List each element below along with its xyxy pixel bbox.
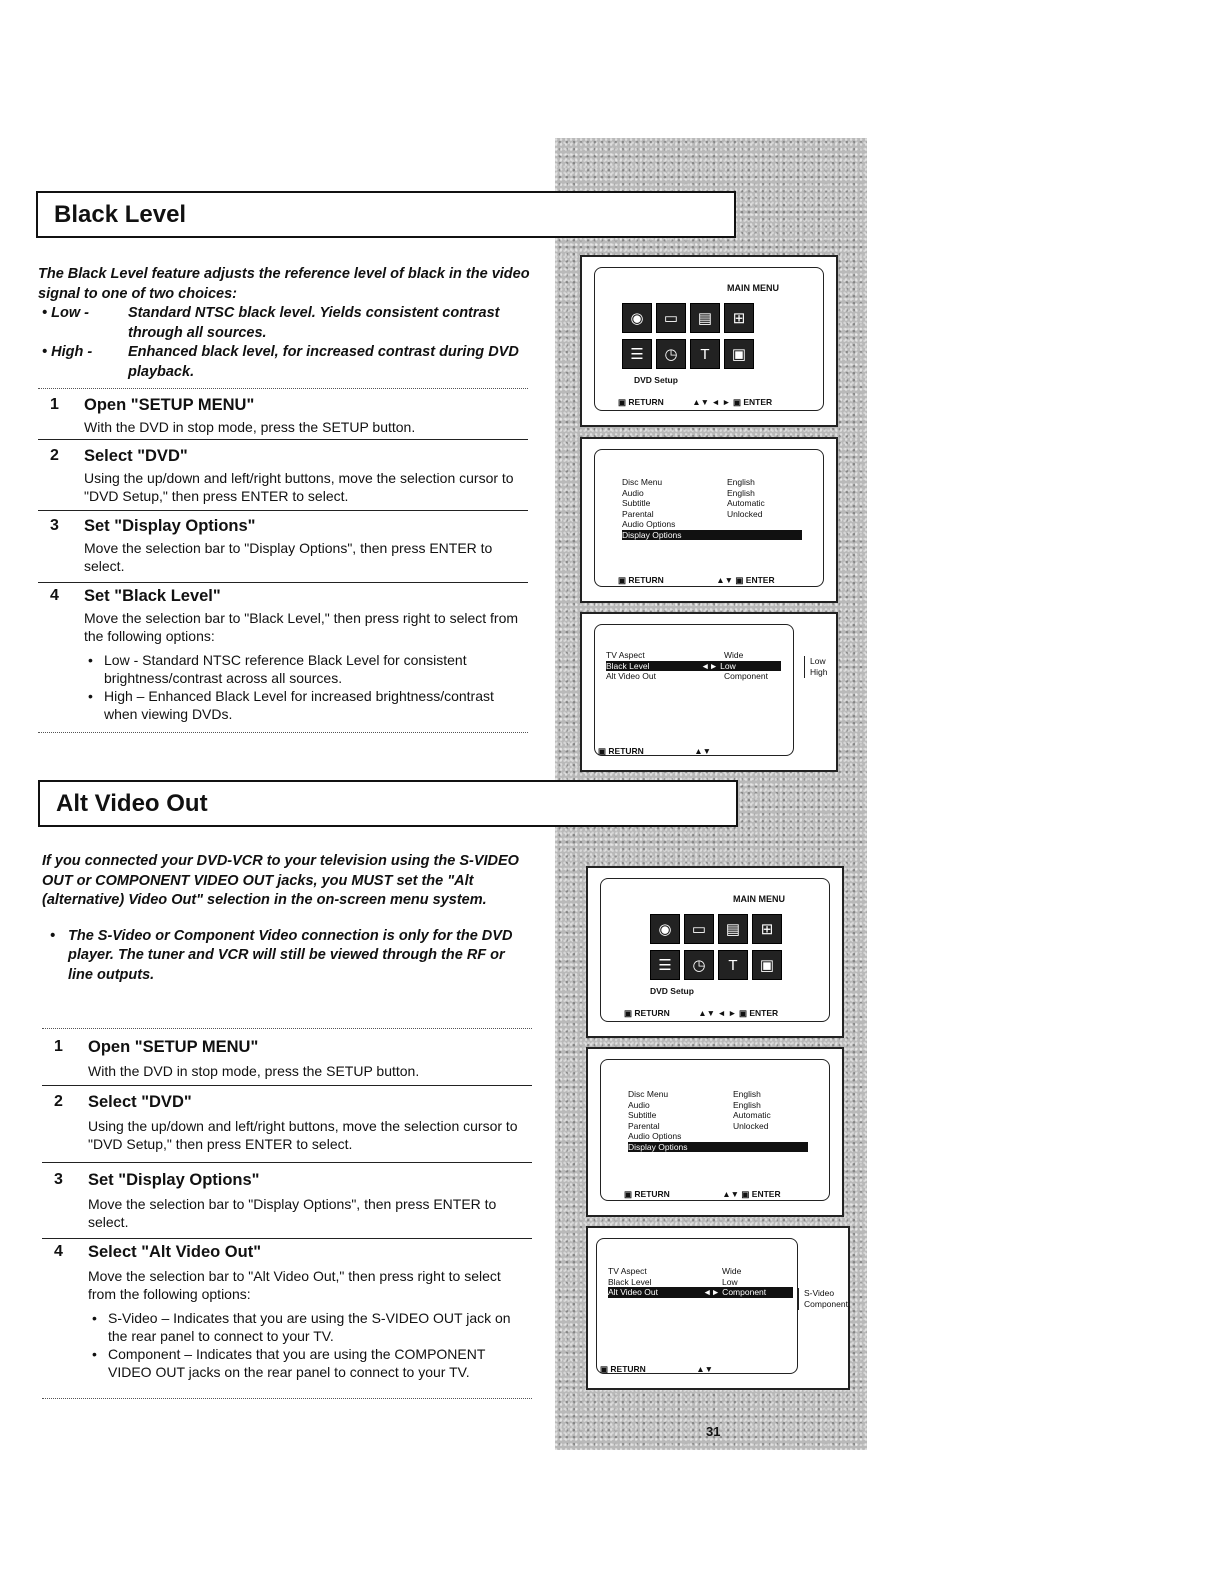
osd-icon-row-bottom [650,950,782,980]
clock-icon: ◷ [656,339,686,369]
menu-item: Black Level [606,660,650,671]
section-title-text: Alt Video Out [56,789,208,817]
osd-menu-list [628,1089,808,1152]
step-4 [38,587,528,733]
menu-item: Alt Video Out [608,1287,658,1297]
step-body: Using the up/down and left/right buttons, move the selection cursor to "DVD Setup," then press ENTER to select. [84,470,514,504]
exit-icon: ▣ [752,950,782,980]
exit-icon: ▣ [724,339,754,369]
option-high: • High – Enhanced Black Level for increased brightness/contrast when viewing DVDs. [88,688,494,722]
return-icon: ▣ [618,575,629,585]
step-number: 4 [54,1243,63,1260]
menu-value: English [727,487,755,498]
step-title: Select "DVD" [84,447,188,465]
menu-item: TV Aspect [606,650,645,660]
menu-item: Alt Video Out [606,671,656,681]
menu-value: Automatic [727,498,765,508]
osd-return: RETURN [628,397,664,407]
channel-icon: T [690,339,720,369]
menu-row [628,1100,808,1111]
bullet-dot: • [50,927,56,944]
menu-value: English [733,1099,761,1110]
dvd-icon: ◉ [650,914,680,944]
program-icon: ☰ [622,339,652,369]
note-bullet [42,927,532,986]
menu-row-selected [606,661,781,672]
menu-row [628,1089,808,1100]
channel-icon: T [718,950,748,980]
menu-value: English [733,1089,761,1099]
menu-value: Wide [724,650,744,660]
menu-item: Disc Menu [622,477,663,487]
osd-footer [598,746,778,757]
step-title: Open "SETUP MENU" [88,1038,259,1056]
return-icon: ▣ [618,397,629,407]
osd-icon-row-top [650,914,782,944]
menu-row [608,1277,793,1288]
menu-item: Subtitle [628,1110,657,1120]
osd-enter: ENTER [743,397,773,407]
menu-value: ◄► Component [703,1287,767,1297]
bullet-high [38,343,538,382]
osd-menu-list [606,650,781,682]
step-number: 3 [54,1171,63,1188]
step-1 [42,1038,532,1086]
menu-row [622,509,802,520]
menu-row [628,1131,808,1142]
menu-row-selected [628,1142,808,1153]
osd-footer [624,1189,829,1200]
vcr-icon: ▭ [656,303,686,333]
osd-nav: ▲▼ ◄ ► [692,397,733,407]
step-title: Select "Alt Video Out" [88,1243,262,1261]
option-component: • Component – Indicates that you are using the COMPONENT VIDEO OUT jacks on the rear panel to connect to your TV. [92,1346,486,1380]
menu-row [606,671,781,682]
osd-return: RETURN [634,1008,670,1018]
osd-caption: DVD Setup [634,375,678,385]
menu-value: Unlocked [733,1120,769,1131]
bullet-label: • Low - [42,305,89,321]
osd-return: RETURN [610,1364,646,1374]
osd-nav: ▲▼ [694,746,712,756]
osd-caption: DVD Setup [650,986,694,996]
menu-row-selected [622,530,802,541]
menu-item: Audio Options [622,519,676,529]
menu-value: Automatic [733,1110,771,1120]
menu-item: Audio [622,487,644,498]
options-icon: ▤ [690,303,720,333]
menu-row [628,1121,808,1132]
options-icon: ▤ [718,914,748,944]
osd-footer [618,575,823,586]
menu-item: Display Options [622,529,682,540]
menu-item: Parental [628,1120,660,1131]
step-title: Set "Display Options" [84,517,256,535]
enter-icon: ▣ [739,1189,752,1199]
step-body: Move the selection bar to "Display Options", then press ENTER to select. [88,1196,497,1230]
section-title-text: Black Level [54,200,187,228]
menu-row [622,477,802,488]
menu-item: Subtitle [622,498,651,508]
note-text: The S-Video or Component Video connection is only for the DVD player. The tuner and VCR will still be viewed through the RF or line outputs. [68,927,513,983]
osd-icon-row-bottom [622,339,754,369]
menu-item: Parental [622,508,654,519]
alt-video-intro [42,852,532,985]
option-text: Component – Indicates that you are using the COMPONENT VIDEO OUT jacks on the rear panel to connect to your TV. [108,1346,486,1380]
osd-title: MAIN MENU [733,894,785,904]
option-text: High – Enhanced Black Level for increased brightness/contrast when viewing DVDs. [104,688,494,722]
step-body-text: Move the selection bar to "Alt Video Out," then press right to select from the following options: [88,1268,501,1302]
menu-item: Audio Options [628,1131,682,1141]
osd-nav: ▲▼ [716,575,734,585]
osd-display-options [580,612,838,772]
dvd-icon: ◉ [622,303,652,333]
step-body: Using the up/down and left/right buttons, move the selection cursor to "DVD Setup," then press ENTER to select. [88,1118,518,1152]
menu-item: TV Aspect [608,1266,647,1276]
step-2 [38,447,528,511]
menu-value: Wide [722,1266,742,1276]
step-number: 4 [50,587,59,604]
option-text: S-Video – Indicates that you are using the S-VIDEO OUT jack on the rear panel to connect to your TV. [108,1310,511,1344]
osd-nav: ▲▼ [696,1364,714,1374]
option-labels [804,656,827,678]
osd-return: RETURN [634,1189,670,1199]
step-body: With the DVD in stop mode, press the SETUP button. [88,1063,420,1079]
menu-item: Display Options [628,1141,688,1152]
osd-main-menu [580,255,838,427]
step-number: 1 [50,396,59,413]
option-label: Low [810,656,826,666]
enter-icon: ▣ [732,397,744,407]
menu-row [628,1110,808,1121]
step-3 [42,1171,532,1239]
return-icon: ▣ [598,746,609,756]
divider [38,388,528,389]
step-title: Select "DVD" [88,1093,192,1111]
osd-return: RETURN [608,746,644,756]
osd-footer [618,397,823,408]
osd-enter: ENTER [751,1189,781,1199]
step-title: Open "SETUP MENU" [84,396,255,414]
bullet-text: Standard NTSC black level. Yields consistent contrast through all sources. [128,305,500,341]
step-title: Set "Display Options" [88,1171,260,1189]
step-2 [42,1093,532,1163]
step-title: Set "Black Level" [84,587,221,605]
osd-icon-row-top [622,303,754,333]
osd-title: MAIN MENU [727,283,779,293]
osd-return: RETURN [628,575,664,585]
bullet-label: • High - [42,344,93,360]
program-icon: ☰ [650,950,680,980]
osd-nav: ▲▼ ◄ ► [698,1008,739,1018]
enter-icon: ▣ [738,1008,750,1018]
step-4 [42,1243,532,1399]
osd-nav: ▲▼ [722,1189,740,1199]
enter-icon: ▣ [733,575,746,585]
step-number: 2 [54,1093,63,1110]
osd-dvd-setup [586,1047,844,1217]
black-level-intro [38,265,538,382]
step-body [88,1267,532,1381]
osd-display-options [586,1226,850,1390]
option-label: High [810,667,828,677]
bullet-low [38,304,538,343]
menu-row [622,488,802,499]
osd-dvd-setup [580,437,838,603]
intro-text: If you connected your DVD-VCR to your television using the S-VIDEO OUT or COMPONENT VIDEO OUT jacks, you MUST set the "Alt (alternative) Video Out" selection in the on-screen menu system. [42,853,519,908]
menu-row [622,519,802,530]
vcr-icon: ▭ [684,914,714,944]
step-1 [38,396,528,440]
menu-value: Component [724,671,768,681]
menu-item: Disc Menu [628,1089,669,1099]
step-body: With the DVD in stop mode, press the SETUP button. [84,419,416,435]
menu-value: ◄► Low [701,660,736,671]
return-icon: ▣ [600,1364,611,1374]
page-number: 31 [706,1424,721,1439]
osd-footer [624,1008,829,1019]
section-title-alt-video-out [38,780,738,827]
osd-menu-list [608,1266,793,1298]
menu-item: Black Level [608,1276,652,1287]
menu-row [622,498,802,509]
menu-value: Low [722,1276,738,1287]
option-label: Component [804,1299,848,1309]
step-body: Move the selection bar to "Display Options", then press ENTER to select. [84,540,493,574]
osd-enter: ENTER [745,575,775,585]
step-body-text: Move the selection bar to "Black Level," then press right to select from the following options: [84,610,519,644]
step-number: 1 [54,1038,63,1055]
clock-icon: ◷ [684,950,714,980]
osd-frame [594,624,794,756]
section-title-black-level [36,191,736,238]
option-label: S-Video [804,1288,835,1298]
osd-footer [600,1364,780,1375]
return-icon: ▣ [624,1008,635,1018]
option-low: • Low - Standard NTSC reference Black Level for consistent brightness/contrast across all sources. [88,652,467,686]
option-text: Low - Standard NTSC reference Black Level for consistent brightness/contrast across all sources. [104,652,467,686]
menu-value: Unlocked [727,508,763,519]
osd-menu-list [622,477,802,540]
step-number: 3 [50,517,59,534]
osd-frame [596,1238,798,1374]
osd-main-menu [586,866,844,1038]
divider [42,1028,532,1029]
menu-value: English [727,477,755,487]
menu-row-selected [608,1287,793,1298]
menu-item: Audio [628,1099,650,1110]
option-labels [798,1288,848,1310]
language-icon: ⊞ [752,914,782,944]
bullet-text: Enhanced black level, for increased contrast during DVD playback. [128,344,519,380]
menu-row [606,650,781,661]
option-s-video: • S-Video – Indicates that you are using the S-VIDEO OUT jack on the rear panel to connect to your TV. [92,1310,511,1344]
osd-enter: ENTER [749,1008,779,1018]
language-icon: ⊞ [724,303,754,333]
step-body [84,609,528,723]
step-3 [38,517,528,583]
return-icon: ▣ [624,1189,635,1199]
step-number: 2 [50,447,59,464]
menu-row [608,1266,793,1277]
intro-text: The Black Level feature adjusts the reference level of black in the video signal to one of two choices: [38,266,530,302]
